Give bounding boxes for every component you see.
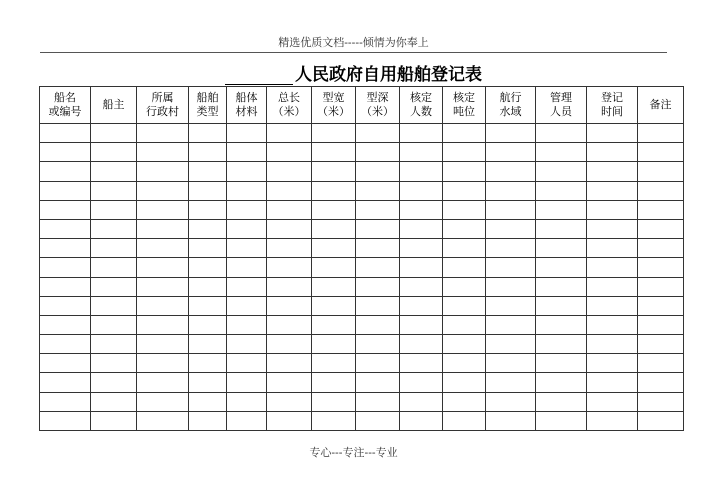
col-header-depth <box>356 87 400 124</box>
table-cell[interactable] <box>536 124 587 143</box>
col-header-line: （米） <box>317 105 350 118</box>
table-cell[interactable] <box>638 181 684 200</box>
col-header-reg-time <box>587 87 638 124</box>
table-cell[interactable] <box>137 239 189 258</box>
table-cell[interactable] <box>267 392 312 411</box>
col-header-line: 人数 <box>410 105 432 118</box>
table-cell[interactable] <box>536 258 587 277</box>
table-cell[interactable] <box>443 143 486 162</box>
table-cell[interactable] <box>137 411 189 430</box>
table-cell[interactable] <box>91 373 137 392</box>
table-cell[interactable] <box>189 258 227 277</box>
col-header-line: 核定 <box>410 91 432 104</box>
table-cell[interactable] <box>312 239 356 258</box>
table-cell[interactable] <box>587 162 638 181</box>
table-cell[interactable] <box>400 354 443 373</box>
table-cell[interactable] <box>536 143 587 162</box>
table-cell[interactable] <box>638 277 684 296</box>
table-cell[interactable] <box>400 200 443 219</box>
table-cell[interactable] <box>356 258 400 277</box>
table-cell[interactable] <box>267 162 312 181</box>
table-cell[interactable] <box>189 181 227 200</box>
table-cell[interactable] <box>267 354 312 373</box>
table-cell[interactable] <box>91 392 137 411</box>
table-cell[interactable] <box>137 200 189 219</box>
table-cell[interactable] <box>312 181 356 200</box>
table-cell[interactable] <box>189 162 227 181</box>
table-row <box>40 335 684 354</box>
table-row <box>40 124 684 143</box>
table-cell[interactable] <box>536 411 587 430</box>
table-cell[interactable] <box>91 143 137 162</box>
table-cell[interactable] <box>486 296 536 315</box>
table-cell[interactable] <box>400 411 443 430</box>
table-cell[interactable] <box>267 373 312 392</box>
col-header-owner <box>91 87 137 124</box>
table-cell[interactable] <box>189 335 227 354</box>
table-cell[interactable] <box>137 315 189 334</box>
col-header-line: 总长 <box>278 91 300 104</box>
table-cell[interactable] <box>486 258 536 277</box>
table-cell[interactable] <box>638 296 684 315</box>
table-cell[interactable] <box>536 277 587 296</box>
table-cell[interactable] <box>400 392 443 411</box>
table-cell[interactable] <box>356 162 400 181</box>
table-cell[interactable] <box>486 143 536 162</box>
table-cell[interactable] <box>189 219 227 238</box>
table-cell[interactable] <box>536 335 587 354</box>
table-cell[interactable] <box>638 200 684 219</box>
table-cell[interactable] <box>638 239 684 258</box>
table-cell[interactable] <box>40 258 91 277</box>
table-cell[interactable] <box>227 277 267 296</box>
table-cell[interactable] <box>91 258 137 277</box>
table-cell[interactable] <box>267 219 312 238</box>
table-cell[interactable] <box>356 315 400 334</box>
table-cell[interactable] <box>189 296 227 315</box>
table-cell[interactable] <box>638 315 684 334</box>
table-cell[interactable] <box>536 162 587 181</box>
table-cell[interactable] <box>312 219 356 238</box>
table-cell[interactable] <box>312 335 356 354</box>
col-header-line: 型深 <box>366 91 389 104</box>
table-cell[interactable] <box>443 373 486 392</box>
table-cell[interactable] <box>267 335 312 354</box>
table-cell[interactable] <box>356 143 400 162</box>
table-cell[interactable] <box>587 296 638 315</box>
table-cell[interactable] <box>443 335 486 354</box>
table-cell[interactable] <box>486 392 536 411</box>
table-cell[interactable] <box>356 200 400 219</box>
table-cell[interactable] <box>40 335 91 354</box>
table-cell[interactable] <box>137 373 189 392</box>
header-divider <box>40 52 667 53</box>
table-cell[interactable] <box>91 335 137 354</box>
table-cell[interactable] <box>40 296 91 315</box>
table-cell[interactable] <box>137 354 189 373</box>
table-cell[interactable] <box>486 200 536 219</box>
table-cell[interactable] <box>227 124 267 143</box>
table-cell[interactable] <box>356 124 400 143</box>
table-cell[interactable] <box>356 354 400 373</box>
table-cell[interactable] <box>638 143 684 162</box>
col-header-line: 船主 <box>102 98 125 111</box>
table-cell[interactable] <box>137 162 189 181</box>
table-cell[interactable] <box>40 354 91 373</box>
table-cell[interactable] <box>443 200 486 219</box>
form-title <box>0 60 707 85</box>
col-header-ship-name <box>40 87 91 124</box>
table-cell[interactable] <box>189 373 227 392</box>
table-cell[interactable] <box>536 373 587 392</box>
table-cell[interactable] <box>267 239 312 258</box>
table-cell[interactable] <box>227 296 267 315</box>
col-header-waters <box>486 87 536 124</box>
table-cell[interactable] <box>638 411 684 430</box>
table-cell[interactable] <box>587 373 638 392</box>
table-cell[interactable] <box>587 335 638 354</box>
table-cell[interactable] <box>486 411 536 430</box>
table-cell[interactable] <box>91 277 137 296</box>
title-text: 人民政府自用船舶登记表 <box>295 65 482 85</box>
col-header-length <box>267 87 312 124</box>
col-header-line: 登记 <box>601 91 623 104</box>
table-cell[interactable] <box>312 315 356 334</box>
table-cell[interactable] <box>312 354 356 373</box>
col-header-line: （米） <box>361 105 394 118</box>
table-cell[interactable] <box>587 181 638 200</box>
table-row <box>40 162 684 181</box>
table-row <box>40 181 684 200</box>
table-row <box>40 277 684 296</box>
table-cell[interactable] <box>587 124 638 143</box>
table-cell[interactable] <box>137 219 189 238</box>
table-cell[interactable] <box>638 335 684 354</box>
col-header-line: 材料 <box>235 105 258 118</box>
table-cell[interactable] <box>400 373 443 392</box>
col-header-line: 备注 <box>649 98 672 111</box>
table-cell[interactable] <box>400 296 443 315</box>
table-row <box>40 411 684 430</box>
col-header-line: 管理 <box>550 91 572 104</box>
table-cell[interactable] <box>91 296 137 315</box>
table-cell[interactable] <box>536 219 587 238</box>
table-cell[interactable] <box>137 181 189 200</box>
col-header-manager <box>536 87 587 124</box>
table-cell[interactable] <box>267 200 312 219</box>
table-cell[interactable] <box>227 239 267 258</box>
table-row <box>40 219 684 238</box>
col-header-line: 所属 <box>151 91 174 104</box>
table-cell[interactable] <box>267 277 312 296</box>
table-cell[interactable] <box>400 239 443 258</box>
table-cell[interactable] <box>312 373 356 392</box>
table-cell[interactable] <box>91 411 137 430</box>
table-cell[interactable] <box>356 335 400 354</box>
col-header-ship-type <box>189 87 227 124</box>
table-cell[interactable] <box>312 162 356 181</box>
table-cell[interactable] <box>227 200 267 219</box>
table-cell[interactable] <box>486 335 536 354</box>
table-cell[interactable] <box>400 124 443 143</box>
table-cell[interactable] <box>486 162 536 181</box>
table-cell[interactable] <box>40 373 91 392</box>
table-row <box>40 258 684 277</box>
table-cell[interactable] <box>312 277 356 296</box>
table-cell[interactable] <box>227 315 267 334</box>
table-cell[interactable] <box>227 373 267 392</box>
table-cell[interactable] <box>587 200 638 219</box>
table-cell[interactable] <box>267 411 312 430</box>
table-cell[interactable] <box>189 392 227 411</box>
table-cell[interactable] <box>443 219 486 238</box>
table-cell[interactable] <box>400 181 443 200</box>
table-cell[interactable] <box>40 162 91 181</box>
table-cell[interactable] <box>443 181 486 200</box>
col-header-line: 时间 <box>601 105 623 118</box>
col-header-line: 行政村 <box>146 105 179 118</box>
table-row <box>40 315 684 334</box>
table-cell[interactable] <box>227 219 267 238</box>
table-cell[interactable] <box>536 239 587 258</box>
table-cell[interactable] <box>587 143 638 162</box>
col-header-line: （米） <box>272 105 306 118</box>
table-cell[interactable] <box>227 354 267 373</box>
table-cell[interactable] <box>536 392 587 411</box>
col-header-line: 船舶 <box>196 91 219 104</box>
table-cell[interactable] <box>400 335 443 354</box>
table-cell[interactable] <box>189 143 227 162</box>
table-cell[interactable] <box>312 200 356 219</box>
table-cell[interactable] <box>486 219 536 238</box>
col-header-line: 核定 <box>453 91 475 104</box>
table-cell[interactable] <box>189 315 227 334</box>
table-cell[interactable] <box>536 200 587 219</box>
table-cell[interactable] <box>137 258 189 277</box>
table-cell[interactable] <box>312 124 356 143</box>
col-header-line: 水域 <box>499 105 522 118</box>
table-cell[interactable] <box>40 219 91 238</box>
table-cell[interactable] <box>486 373 536 392</box>
col-header-hull-material <box>227 87 267 124</box>
col-header-village <box>137 87 189 124</box>
table-cell[interactable] <box>227 258 267 277</box>
page-footer: 专心---专注---专业 <box>309 446 398 459</box>
table-cell[interactable] <box>40 277 91 296</box>
table-cell[interactable] <box>91 181 137 200</box>
table-row <box>40 200 684 219</box>
table-cell[interactable] <box>638 124 684 143</box>
table-cell[interactable] <box>400 258 443 277</box>
table-header-row <box>40 87 684 124</box>
table-cell[interactable] <box>587 277 638 296</box>
table-body <box>40 124 684 431</box>
table-cell[interactable] <box>356 181 400 200</box>
table-cell[interactable] <box>486 354 536 373</box>
table-cell[interactable] <box>638 392 684 411</box>
table-cell[interactable] <box>189 200 227 219</box>
table-cell[interactable] <box>40 124 91 143</box>
table-cell[interactable] <box>267 296 312 315</box>
table-cell[interactable] <box>91 219 137 238</box>
table-cell[interactable] <box>443 296 486 315</box>
table-cell[interactable] <box>443 277 486 296</box>
table-cell[interactable] <box>137 124 189 143</box>
table-cell[interactable] <box>536 315 587 334</box>
col-header-line: 或编号 <box>48 105 82 118</box>
table-cell[interactable] <box>638 373 684 392</box>
table-cell[interactable] <box>227 181 267 200</box>
table-row <box>40 354 684 373</box>
table-cell[interactable] <box>267 124 312 143</box>
table-row <box>40 143 684 162</box>
table-cell[interactable] <box>443 258 486 277</box>
registration-table <box>39 86 684 431</box>
table-cell[interactable] <box>400 315 443 334</box>
table-cell[interactable] <box>40 143 91 162</box>
table-cell[interactable] <box>40 315 91 334</box>
col-header-capacity-persons <box>400 87 443 124</box>
table-cell[interactable] <box>267 315 312 334</box>
table-cell[interactable] <box>400 162 443 181</box>
table-cell[interactable] <box>137 143 189 162</box>
table-cell[interactable] <box>137 335 189 354</box>
table-cell[interactable] <box>40 181 91 200</box>
table-row <box>40 239 684 258</box>
table-cell[interactable] <box>227 392 267 411</box>
table-cell[interactable] <box>91 315 137 334</box>
table-cell[interactable] <box>91 124 137 143</box>
table-cell[interactable] <box>536 181 587 200</box>
table-cell[interactable] <box>40 392 91 411</box>
table-cell[interactable] <box>356 277 400 296</box>
table-cell[interactable] <box>40 200 91 219</box>
table-cell[interactable] <box>536 354 587 373</box>
table-cell[interactable] <box>356 296 400 315</box>
table-cell[interactable] <box>267 258 312 277</box>
table-cell[interactable] <box>486 239 536 258</box>
table-cell[interactable] <box>40 411 91 430</box>
table-cell[interactable] <box>400 143 443 162</box>
table-cell[interactable] <box>356 392 400 411</box>
col-header-line: 吨位 <box>453 105 475 118</box>
table-cell[interactable] <box>638 219 684 238</box>
col-header-line: 船体 <box>235 91 258 104</box>
col-header-line: 类型 <box>196 105 219 118</box>
table-cell[interactable] <box>587 392 638 411</box>
table-cell[interactable] <box>189 411 227 430</box>
table-cell[interactable] <box>312 143 356 162</box>
table-cell[interactable] <box>587 219 638 238</box>
table-cell[interactable] <box>443 354 486 373</box>
table-cell[interactable] <box>536 296 587 315</box>
table-cell[interactable] <box>312 392 356 411</box>
table-cell[interactable] <box>400 219 443 238</box>
col-header-remarks <box>638 87 684 124</box>
table-cell[interactable] <box>189 277 227 296</box>
table-cell[interactable] <box>356 219 400 238</box>
table-cell[interactable] <box>137 392 189 411</box>
table-cell[interactable] <box>312 411 356 430</box>
table-row <box>40 296 684 315</box>
table-cell[interactable] <box>137 277 189 296</box>
table-cell[interactable] <box>443 124 486 143</box>
table-cell[interactable] <box>189 239 227 258</box>
table-cell[interactable] <box>137 296 189 315</box>
title-blank-field[interactable] <box>225 66 293 85</box>
table-cell[interactable] <box>443 239 486 258</box>
table-cell[interactable] <box>443 162 486 181</box>
table-cell[interactable] <box>312 258 356 277</box>
table-cell[interactable] <box>587 239 638 258</box>
table-cell[interactable] <box>227 411 267 430</box>
table-cell[interactable] <box>443 411 486 430</box>
table-cell[interactable] <box>587 315 638 334</box>
table-cell[interactable] <box>638 162 684 181</box>
table-cell[interactable] <box>189 354 227 373</box>
table-cell[interactable] <box>638 354 684 373</box>
table-cell[interactable] <box>267 143 312 162</box>
table-cell[interactable] <box>91 200 137 219</box>
table-cell[interactable] <box>356 373 400 392</box>
table-cell[interactable] <box>189 124 227 143</box>
table-row <box>40 392 684 411</box>
table-cell[interactable] <box>638 258 684 277</box>
col-header-tonnage <box>443 87 486 124</box>
table-cell[interactable] <box>91 239 137 258</box>
col-header-line: 型宽 <box>322 91 345 104</box>
table-cell[interactable] <box>486 315 536 334</box>
table-cell[interactable] <box>40 239 91 258</box>
table-cell[interactable] <box>587 411 638 430</box>
col-header-line: 人员 <box>550 105 572 118</box>
table-cell[interactable] <box>227 162 267 181</box>
table-cell[interactable] <box>486 124 536 143</box>
table-row <box>40 373 684 392</box>
col-header-line: 航行 <box>499 91 522 104</box>
table-cell[interactable] <box>356 411 400 430</box>
table-cell[interactable] <box>486 181 536 200</box>
table-cell[interactable] <box>227 143 267 162</box>
table-cell[interactable] <box>587 354 638 373</box>
table-cell[interactable] <box>443 392 486 411</box>
table-cell[interactable] <box>486 277 536 296</box>
table-cell[interactable] <box>91 162 137 181</box>
table-cell[interactable] <box>443 315 486 334</box>
table-cell[interactable] <box>91 354 137 373</box>
col-header-breadth <box>312 87 356 124</box>
table-cell[interactable] <box>227 335 267 354</box>
col-header-line: 船名 <box>54 91 76 104</box>
page-header: 精选优质文档-----倾情为你奉上 <box>278 36 429 49</box>
table-cell[interactable] <box>267 181 312 200</box>
table-cell[interactable] <box>356 239 400 258</box>
table-cell[interactable] <box>587 258 638 277</box>
table-cell[interactable] <box>312 296 356 315</box>
table-cell[interactable] <box>400 277 443 296</box>
